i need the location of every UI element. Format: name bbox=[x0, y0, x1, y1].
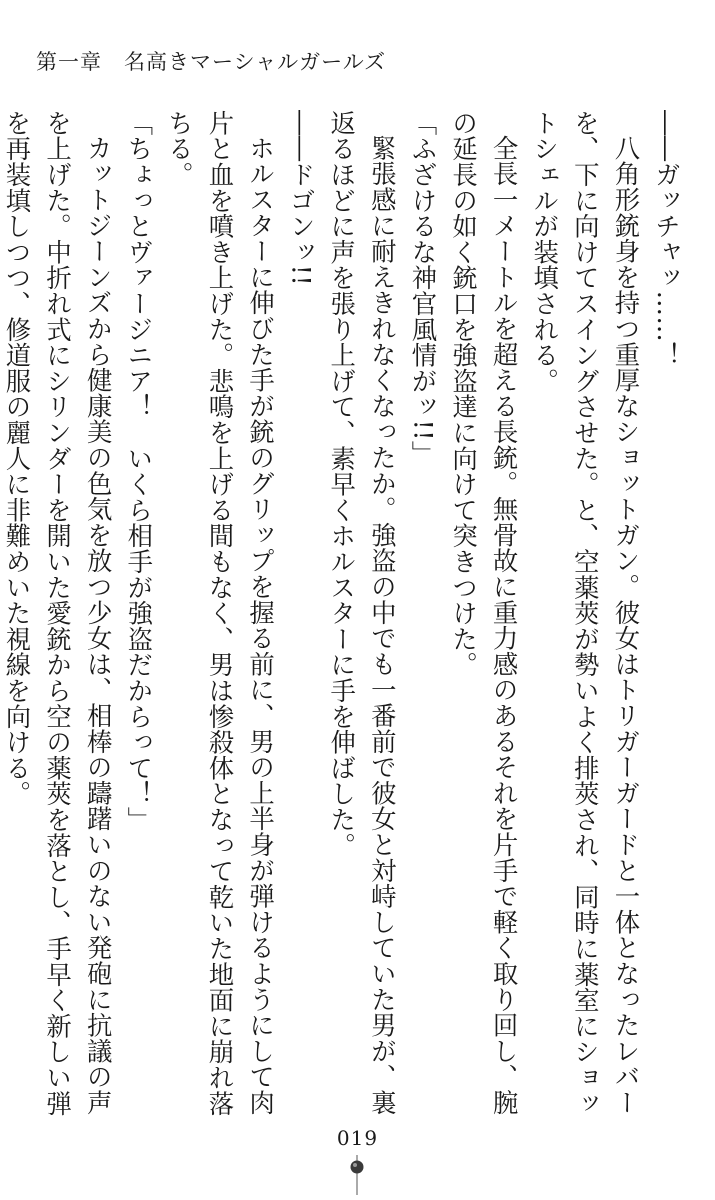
paragraph: ――ドゴンッ!! bbox=[286, 110, 317, 286]
chapter-number: 第一章 bbox=[36, 50, 102, 74]
paragraph: 八角形銃身を持つ重厚なショットガン。彼女はトリガーガードと一体となったレバーを、下に向けてスイングさせた。と、空薬莢が勢いよく排莢され、同時に薬室にショットシェルが装填される。 bbox=[530, 110, 642, 1117]
paragraph: ――ガッチャッ……！ bbox=[652, 110, 682, 368]
paragraph: 「ちょっとヴァージニア！ いくら相手が強盗だからって！」 bbox=[124, 110, 155, 833]
body-text bbox=[2, 110, 687, 1120]
page-number: 019 bbox=[336, 1126, 379, 1150]
folio-ornament-icon bbox=[348, 1155, 366, 1195]
paragraph: カットジーンズから健康美の色気を放つ少女は、相棒の躊躇いのない発砲に抗議の声を上げた。中折れ式にシリンダーを開いた愛銃から空の薬莢を落とし、手早く新しい弾を再装填しつつ、修道服の麗人に非難めいた視線を向ける。 bbox=[2, 110, 114, 1117]
paragraph: 全長一メートルを超える長銃。無骨故に重力感のあるそれを片手で軽く取り回し、腕の延長の如く銃口を強盗達に向けて突きつけた。 bbox=[449, 110, 520, 1116]
paragraph: 「ふざけるな神官風情がッ!!」 bbox=[408, 110, 439, 467]
running-head bbox=[36, 46, 386, 76]
paragraph: 緊張感に耐えきれなくなったか。強盗の中でも一番前で彼女と対峙していた男が、裏返るほどに声を張り上げて、素早くホルスターに手を伸ばした。 bbox=[327, 110, 398, 1116]
paragraph: ホルスターに伸びた手が銃のグリップを握る前に、男の上半身が弾けるようにして肉片と血を噴き上げた。悲鳴を上げる間もなく、男は惨殺体となって乾いた地面に崩れ落ちる。 bbox=[164, 110, 277, 1117]
chapter-title: 名高きマーシャルガールズ bbox=[124, 50, 387, 74]
